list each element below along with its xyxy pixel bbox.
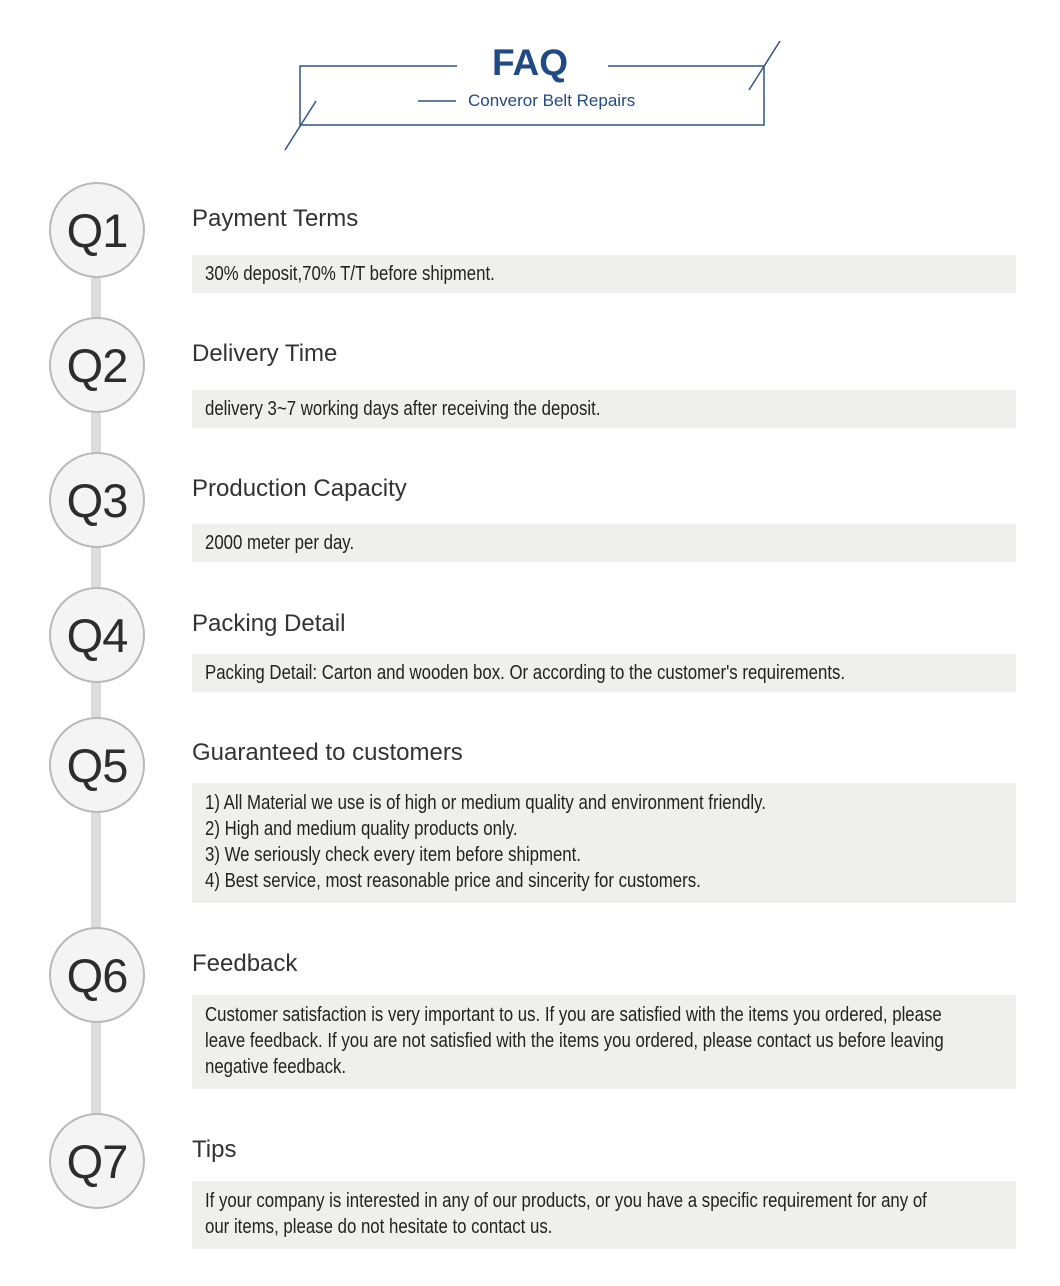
answer-line: 2) High and medium quality products only.: [205, 818, 518, 840]
question-badge: Q7: [49, 1113, 145, 1209]
answer-line: our items, please do not hesitate to contact us.: [205, 1216, 553, 1238]
answer-line: 2000 meter per day.: [205, 532, 355, 554]
answer-line: delivery 3~7 working days after receiving the deposit.: [205, 398, 601, 420]
answer-line: 30% deposit,70% T/T before shipment.: [205, 263, 495, 285]
answer-line: If your company is interested in any of our products, or you have a specific requirement for any of: [205, 1190, 927, 1212]
question-title: Guaranteed to customers: [192, 739, 463, 766]
page-title: FAQ: [491, 42, 569, 83]
answer-line: 3) We seriously check every item before shipment.: [205, 844, 581, 866]
answer-box: [192, 995, 1016, 1089]
answer-line: 1) All Material we use is of high or medium quality and environment friendly.: [205, 792, 766, 814]
question-badge: Q3: [49, 452, 145, 548]
answer-box: [192, 654, 1016, 692]
question-title: Production Capacity: [192, 475, 407, 502]
answer-line: Packing Detail: Carton and wooden box. Or according to the customer's requirements.: [205, 662, 846, 684]
question-title: Tips: [192, 1136, 237, 1163]
page-subtitle: Converor Belt Repairs: [468, 91, 636, 110]
answer-line: leave feedback. If you are not satisfied with the items you ordered, please contact us before leaving: [205, 1030, 944, 1052]
question-title: Packing Detail: [192, 610, 346, 637]
answer-box: [192, 524, 1016, 562]
answer-box: [192, 783, 1016, 903]
question-title: Delivery Time: [192, 340, 338, 367]
question-title: Feedback: [192, 950, 298, 977]
answer-box: [192, 390, 1016, 428]
answer-line: Customer satisfaction is very important to us. If you are satisfied with the items you ordered, please: [205, 1004, 942, 1026]
question-badge: Q1: [49, 182, 145, 278]
answer-line: negative feedback.: [205, 1056, 347, 1078]
question-badge: Q4: [49, 587, 145, 683]
answer-box: [192, 255, 1016, 293]
answer-box: [192, 1181, 1016, 1249]
answer-line: 4) Best service, most reasonable price and sincerity for customers.: [205, 870, 701, 892]
question-badge: Q6: [49, 927, 145, 1023]
question-badge: Q2: [49, 317, 145, 413]
question-badge: Q5: [49, 717, 145, 813]
question-title: Payment Terms: [192, 205, 359, 232]
